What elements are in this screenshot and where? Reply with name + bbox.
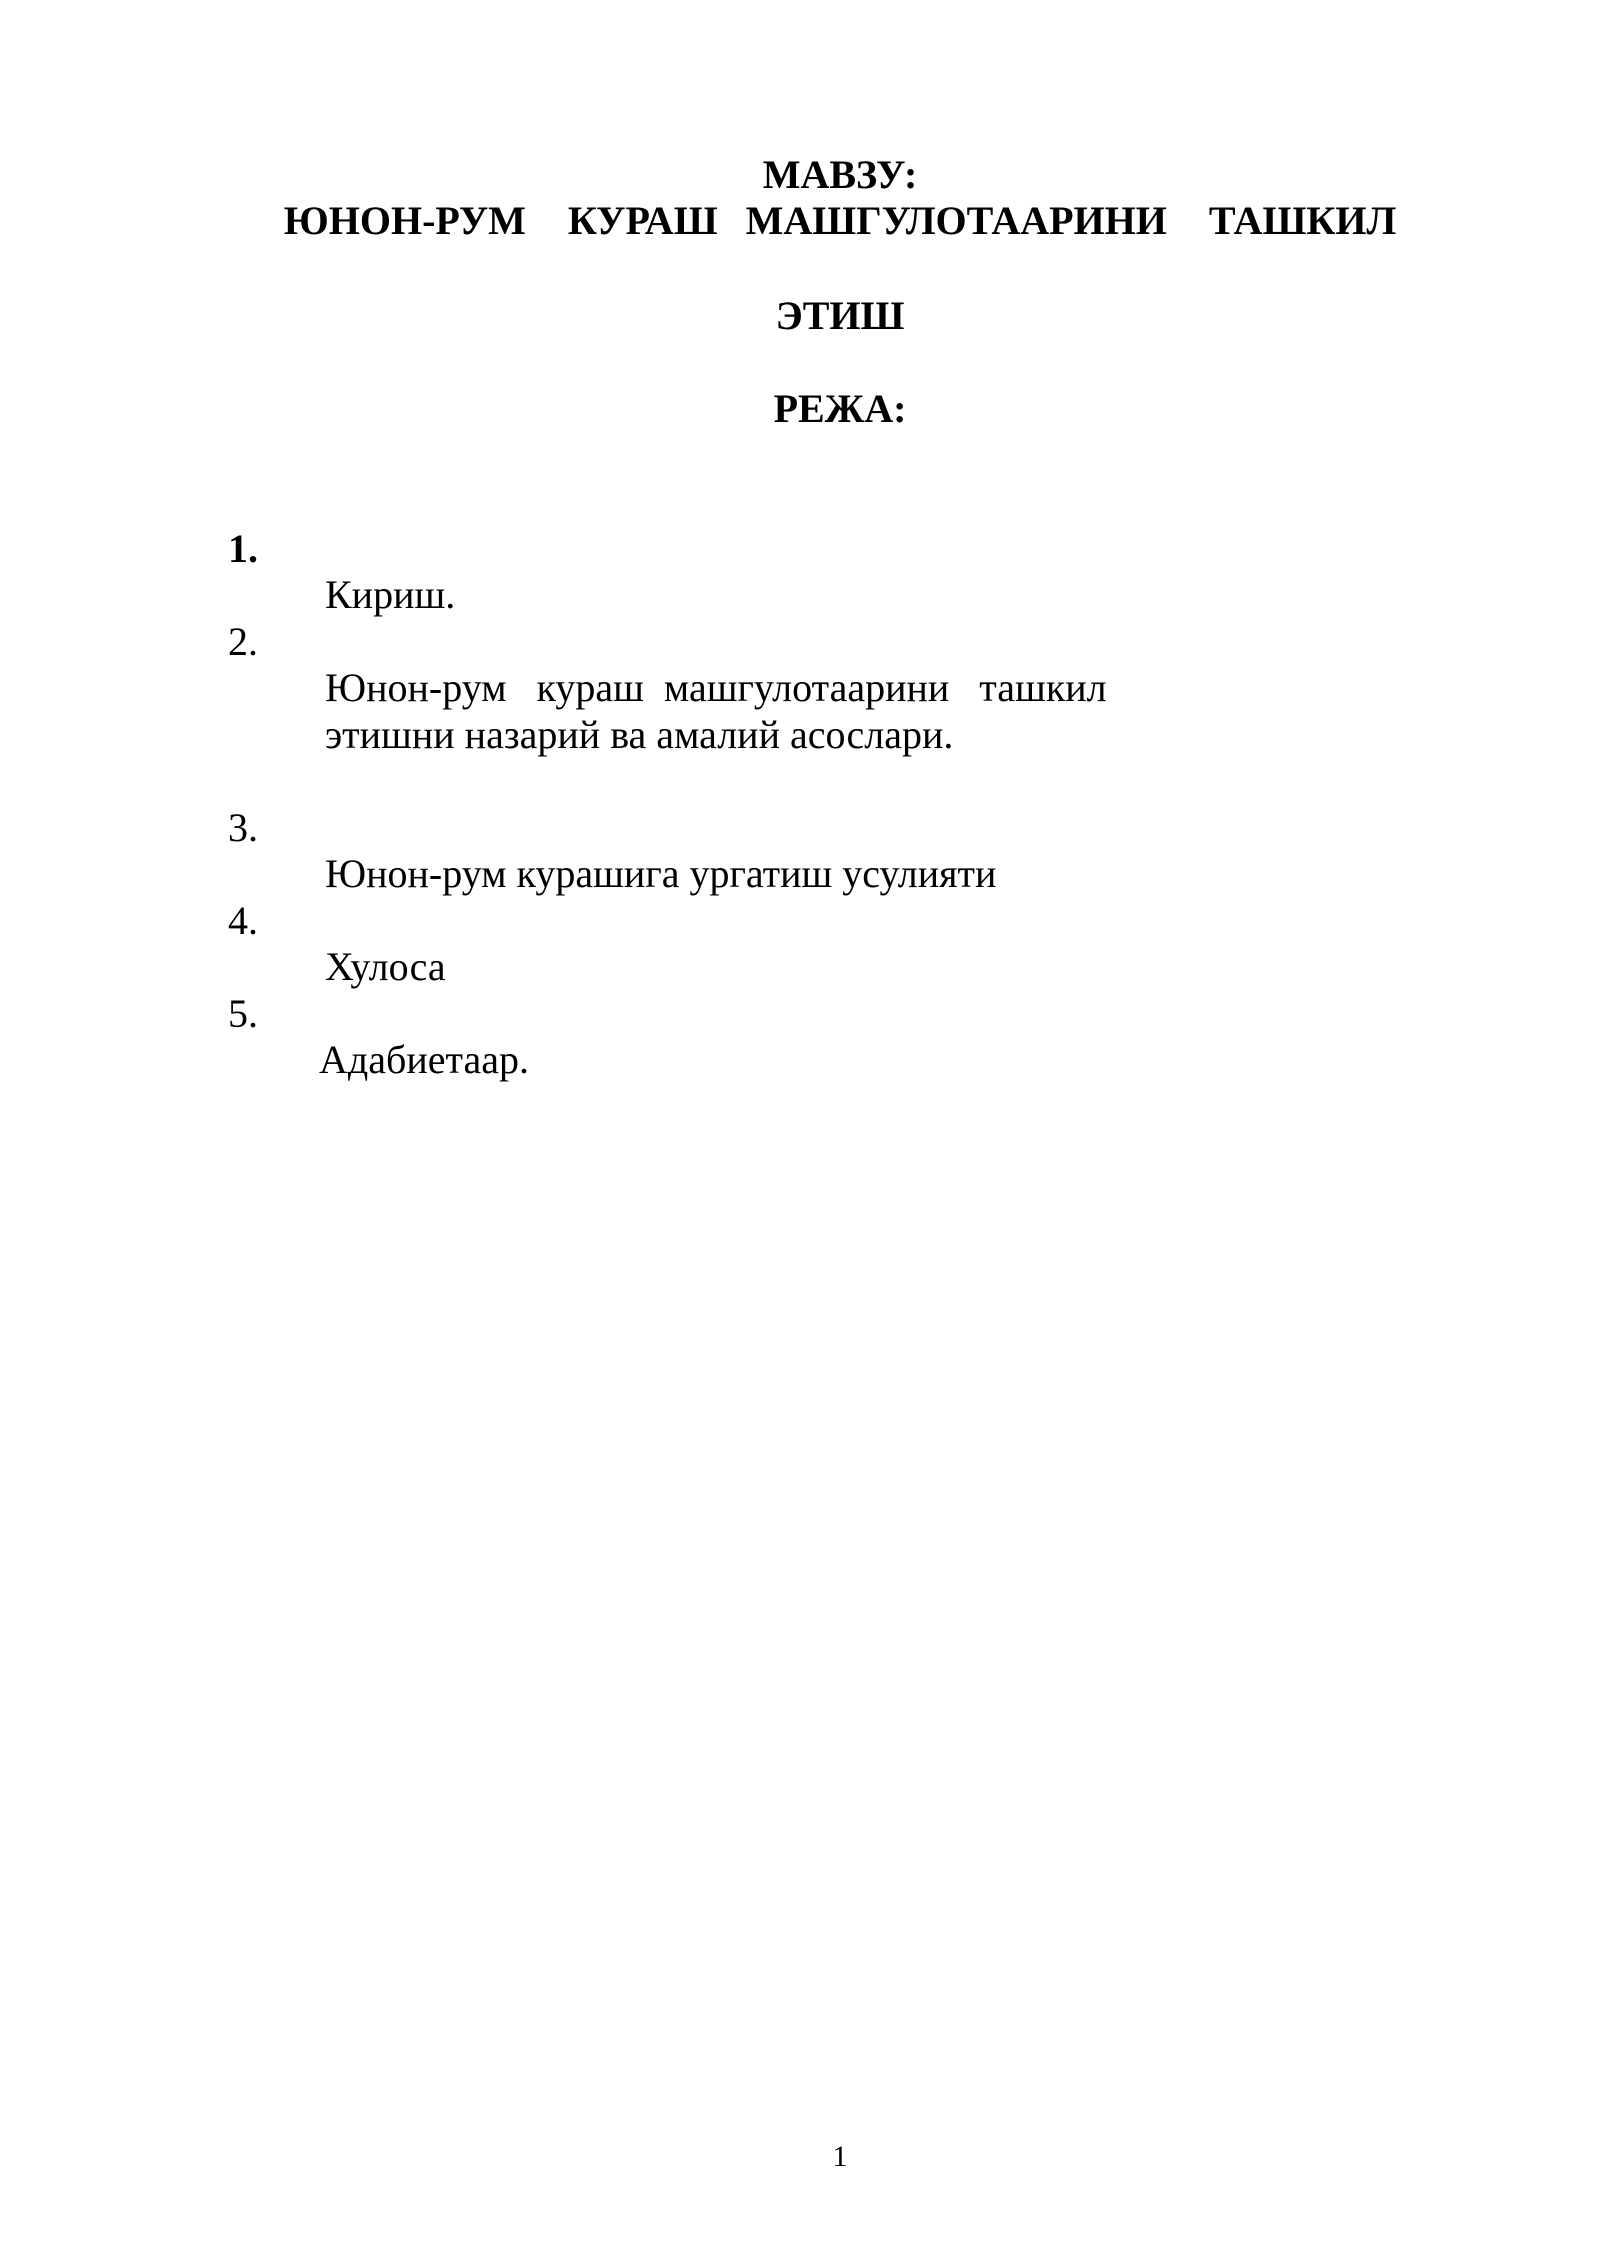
plan-label: РЕЖА: [773, 386, 907, 431]
plan-item-text: Адабиетаар. [319, 1037, 529, 1082]
title-line-2: ЭТИШ [775, 293, 905, 338]
plan-item-5 [0, 945, 1600, 1129]
topic-label: МАВЗУ: [762, 152, 918, 197]
plan-item-number: 5. [228, 991, 258, 1036]
plan-item-number: 2. [228, 619, 258, 664]
plan-item-continuation-text: этишни назарий ва амалий асослари. [325, 712, 954, 757]
title-line-1: ЮНОН-РУМ КУРАШ МАШГУЛОТААРИНИ ТАШКИЛ [283, 198, 1397, 243]
plan-item-number: 1. [228, 526, 258, 571]
plan-item-number: 4. [228, 898, 258, 943]
plan-item-text: Юнон-рум кураш машгулотаарини ташкил [325, 665, 1107, 710]
page-number: 1 [832, 2140, 848, 2173]
plan-item-text: Хулоса [325, 944, 446, 989]
plan-item-text: Кириш. [325, 572, 456, 617]
plan-item-number: 3. [228, 805, 258, 850]
plan-item-text: Юнон-рум курашига ургатиш усулияти [325, 851, 997, 896]
